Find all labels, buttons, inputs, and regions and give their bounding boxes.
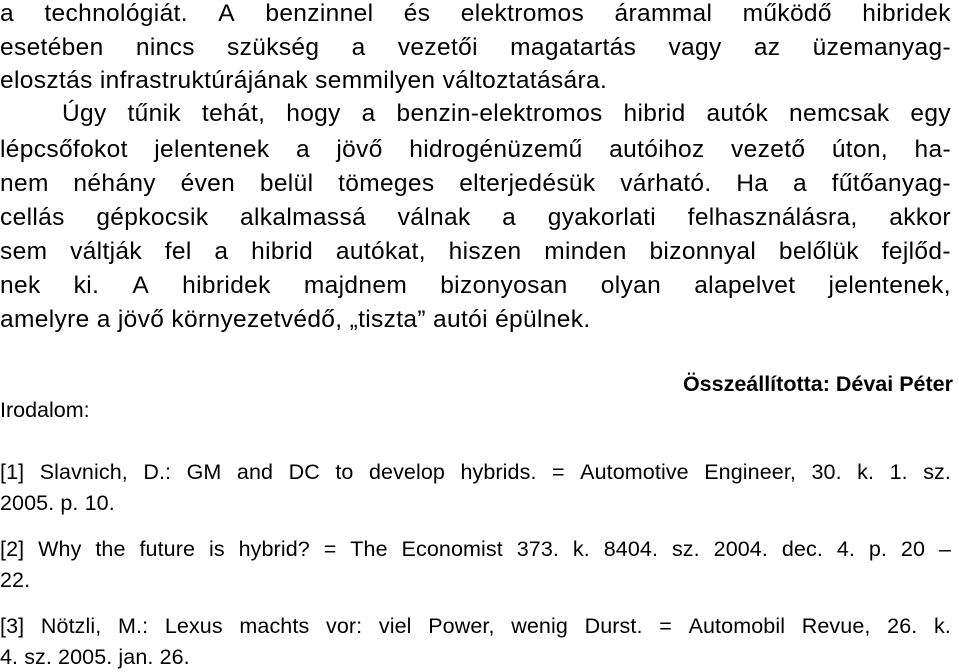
- article-line: nem néhány éven belül tömeges elterjedésük várható. Ha a fűtőanyag-: [0, 170, 951, 197]
- article-line: a technológiát. A benzinnel és elektromos árammal működő hibridek: [0, 0, 951, 27]
- reference-line: 2005. p. 10.: [0, 491, 115, 515]
- article-line: lépcsőfokot jelentenek a jövő hidrogénüzemű autóihoz vezető úton, ha-: [0, 136, 951, 163]
- reference-line: 22.: [0, 568, 31, 592]
- reference-line: [3] Nötzli, M.: Lexus machts vor: viel Power, wenig Durst. = Automobil Revue, 26. k.: [0, 614, 951, 638]
- article-line: esetében nincs szükség a vezetői magatartás vagy az üzemanyag-: [0, 34, 951, 61]
- article-line: amelyre a jövő környezetvédő, „tiszta” autói épülnek.: [0, 306, 591, 333]
- article-line: elosztás infrastruktúrájának semmilyen változtatására.: [0, 67, 608, 94]
- reference-line: 4. sz. 2005. jan. 26.: [0, 645, 190, 669]
- reference-line: [2] Why the future is hybrid? = The Economist 373. k. 8404. sz. 2004. dec. 4. p. 20 –: [0, 537, 951, 561]
- article-line: nek ki. A hibridek majdnem bizonyosan olyan alapelvet jelentenek,: [0, 272, 951, 299]
- reference-line: [1] Slavnich, D.: GM and DC to develop hybrids. = Automotive Engineer, 30. k. 1. sz.: [0, 460, 951, 484]
- article-line: cellás gépkocsik alkalmassá válnak a gyakorlati felhasználásra, akkor: [0, 204, 951, 231]
- article-line: sem váltják fel a hibrid autókat, hiszen minden bizonnyal belőlük fejlőd-: [0, 238, 951, 265]
- references-heading: Irodalom:: [0, 398, 90, 422]
- author-credit: Összeállította: Dévai Péter: [682, 372, 953, 396]
- article-line: Úgy tűnik tehát, hogy a benzin-elektromos hibrid autók nemcsak egy: [62, 100, 951, 127]
